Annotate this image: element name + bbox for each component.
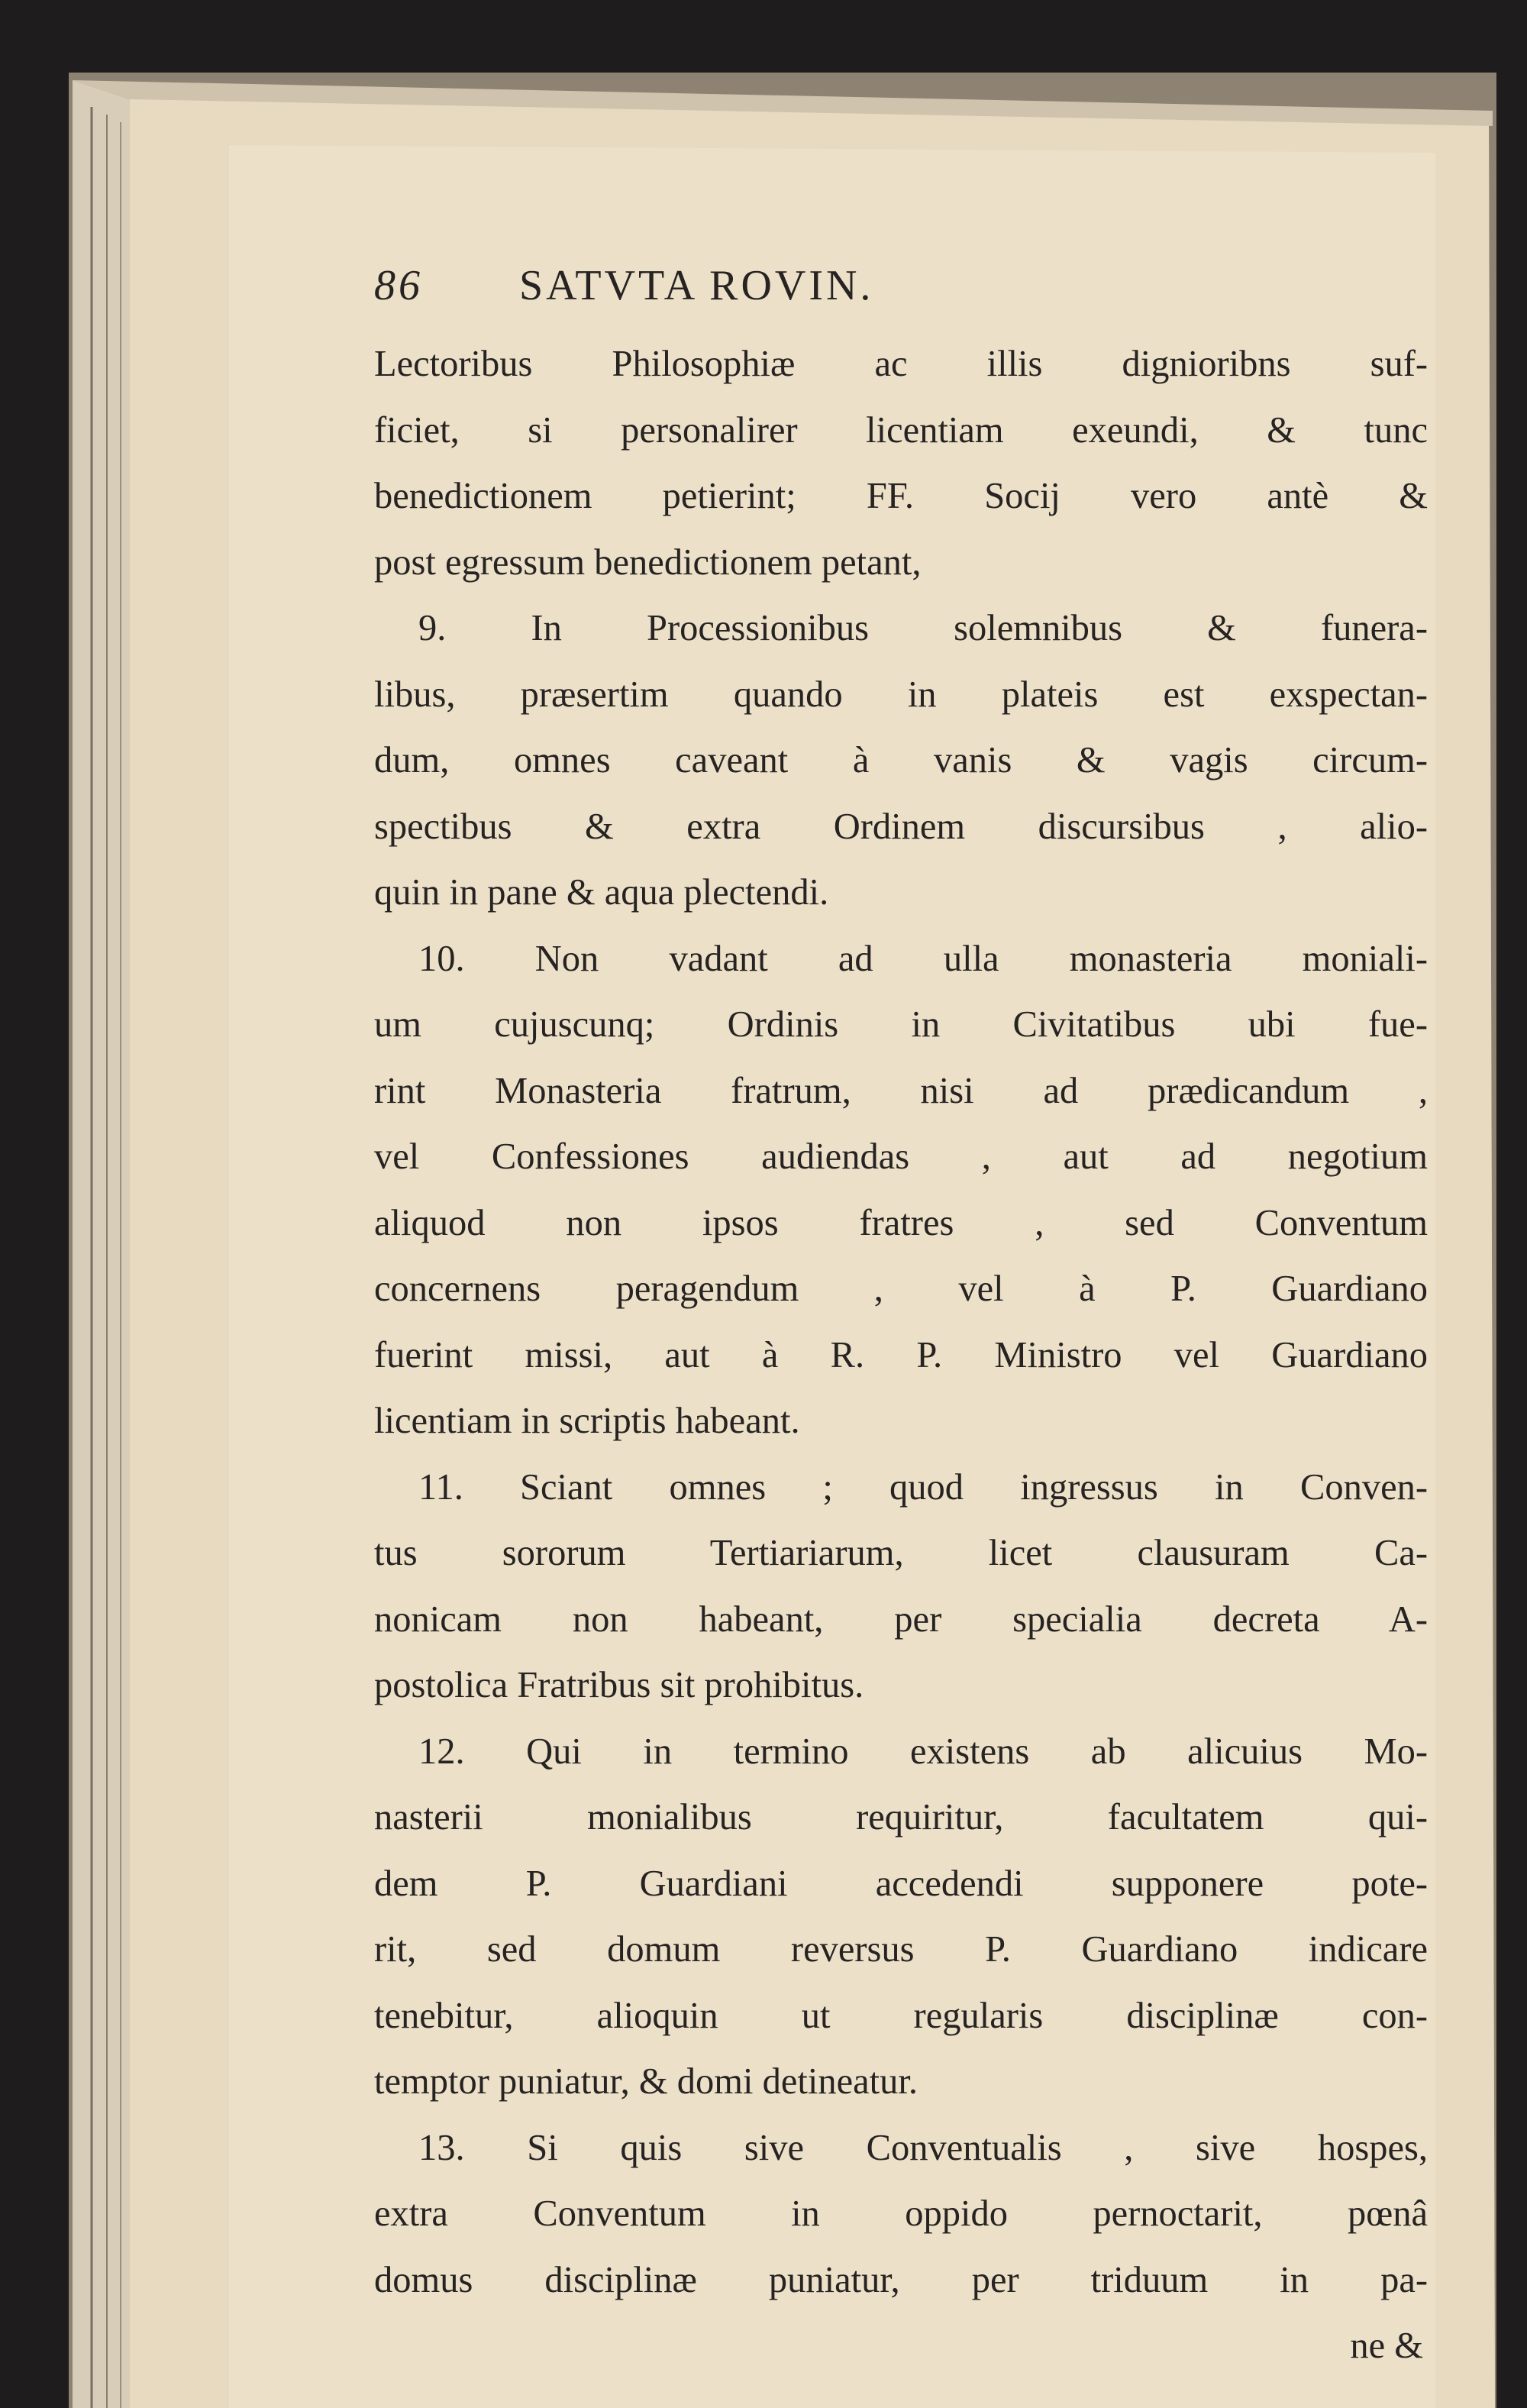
text-line: dum, omnes caveant à vanis & vagis circum-	[374, 740, 1428, 781]
text-line: domus disciplinæ puniatur, per triduum in pa-	[374, 2259, 1428, 2300]
text-line: quin in pane & aqua plectendi.	[374, 872, 829, 913]
text-line: 10. Non vadant ad ulla monasteria moniali-	[418, 938, 1428, 979]
text-line: um cujuscunq; Ordinis in Civitatibus ubi fue-	[374, 1004, 1428, 1045]
body-text	[374, 331, 1428, 2313]
text-line: post egressum benedictionem petant,	[374, 541, 922, 583]
text-line: 9. In Processionibus solemnibus & funera-	[418, 608, 1428, 648]
text-line: rit, sed domum reversus P. Guardiano indicare	[374, 1929, 1428, 1970]
text-line: 12. Qui in termino existens ab alicuius Mo-	[418, 1731, 1428, 1772]
text-line: extra Conventum in oppido pernoctarit, pœnâ	[374, 2193, 1428, 2234]
running-head	[374, 252, 1428, 331]
catchword: ne &	[1350, 2326, 1423, 2366]
text-line: 13. Si quis sive Conventualis , sive hospes,	[418, 2127, 1428, 2168]
text-line: nonicam non habeant, per specialia decreta A-	[374, 1598, 1428, 1640]
text-line: tus sororum Tertiariarum, licet clausuram Ca-	[374, 1533, 1428, 1573]
text-line: fuerint missi, aut à R. P. Ministro vel Guardiano	[374, 1334, 1428, 1375]
text-line: concernens peragendum , vel à P. Guardiano	[374, 1269, 1428, 1309]
text-line: nasterii monialibus requiritur, facultatem qui-	[374, 1797, 1428, 1838]
text-line: licentiam in scriptis habeant.	[374, 1401, 800, 1441]
text-line: benedictionem petierint; FF. Socij vero antè &	[374, 476, 1428, 516]
text-line: 11. Sciant omnes ; quod ingressus in Conven-	[418, 1466, 1428, 1508]
text-line: dem P. Guardiani accedendi supponere pote-	[374, 1863, 1428, 1904]
text-line: rint Monasteria fratrum, nisi ad prædicandum ,	[374, 1070, 1428, 1111]
text-line: temptor puniatur, & domi detineatur.	[374, 2061, 918, 2102]
text-line: postolica Fratribus sit prohibitus.	[374, 1665, 864, 1705]
text-line: Lectoribus Philosophiæ ac illis dignioribns suf-	[374, 344, 1428, 384]
text-line: aliquod non ipsos fratres , sed Conventum	[374, 1202, 1428, 1243]
text-line: vel Confessiones audiendas , aut ad negotium	[374, 1136, 1428, 1177]
running-title: SATVTA ROVIN.	[519, 262, 874, 309]
text-line: spectibus & extra Ordinem discursibus , alio-	[374, 806, 1428, 847]
page-content	[374, 252, 1428, 2366]
text-line: tenebitur, alioquin ut regularis disciplinæ con-	[374, 1995, 1428, 2036]
page-number: 86	[374, 262, 423, 309]
text-line: libus, præsertim quando in plateis est exspectan-	[374, 674, 1428, 715]
text-line: ficiet, si personalirer licentiam exeundi, & tunc	[374, 409, 1428, 451]
